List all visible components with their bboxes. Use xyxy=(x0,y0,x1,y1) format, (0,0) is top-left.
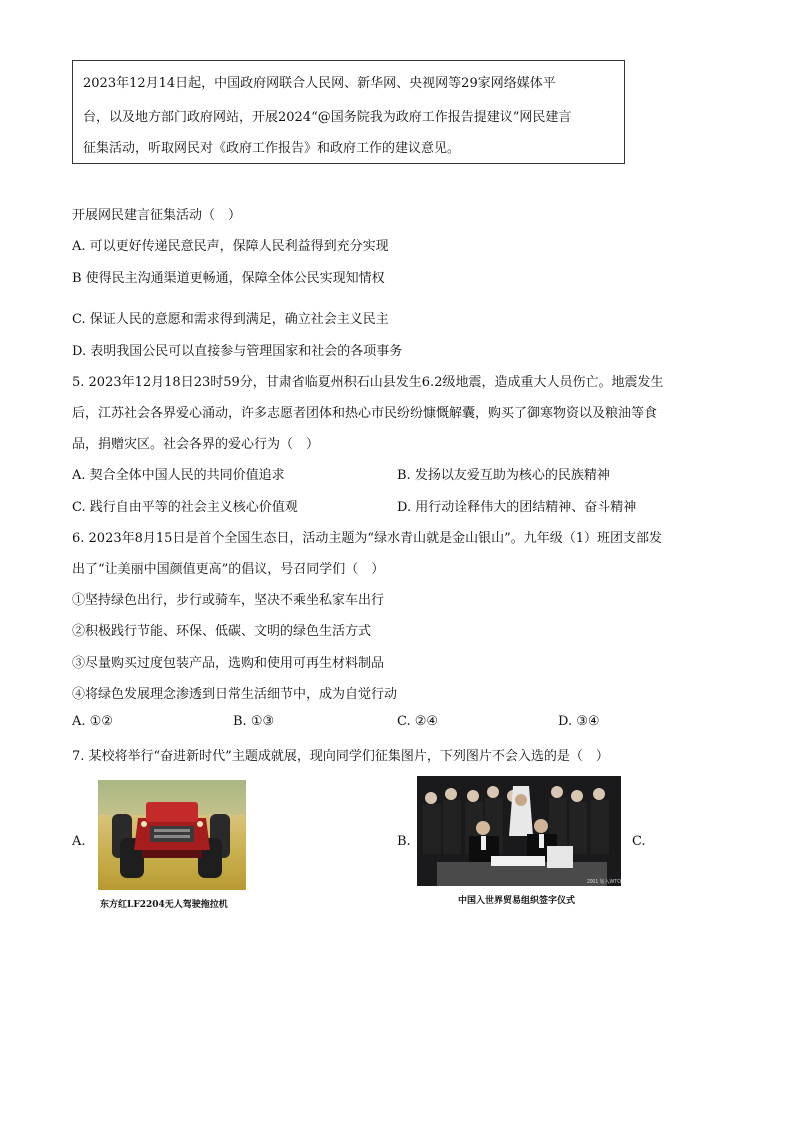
q4-option-b: B 使得民主沟通渠道更畅通，保障全体公民实现知情权 xyxy=(72,271,385,286)
q5-stem-line-1: 5. 2023年12月18日23时59分，甘肃省临夏州积石山县发生6.2级地震，造成重大人员伤亡。地震发生 xyxy=(72,375,664,390)
q5-stem-line-2: 后，江苏社会各界爱心涌动，许多志愿者团体和热心市民纷纷慷慨解囊，购买了御寒物资以及粮油等食 xyxy=(72,406,658,421)
q5-option-c: C. 践行自由平等的社会主义核心价值观 xyxy=(72,500,298,515)
q6-option-c: C. ②④ xyxy=(397,714,439,729)
q4-option-c: C. 保证人民的意愿和需求得到满足，确立社会主义民主 xyxy=(72,312,389,327)
q7-label-c: C. xyxy=(632,834,646,849)
q6-item-2: ②积极践行节能、环保、低碳、文明的绿色生活方式 xyxy=(72,624,372,639)
q6-option-d: D. ③④ xyxy=(558,714,600,729)
q4-option-d: D. 表明我国公民可以直接参与管理国家和社会的各项事务 xyxy=(72,344,403,359)
q7-label-b: B. xyxy=(397,834,411,849)
q6-stem-line-2: 出了“让美丽中国颜值更高”的倡议，号召同学们（ ） xyxy=(72,562,385,577)
material-box xyxy=(72,60,625,164)
q6-item-1: ①坚持绿色出行，步行或骑车，坚决不乘坐私家车出行 xyxy=(72,593,385,608)
q4-stem: 开展网民建言征集活动（ ） xyxy=(72,208,242,223)
q6-item-3: ③尽量购买过度包装产品，选购和使用可再生材料制品 xyxy=(72,656,385,671)
material-line-2: 台，以及地方部门政府网站，开展2024“@国务院我为政府工作报告提建议”网民建言 xyxy=(83,110,572,125)
material-line-3: 征集活动，听取网民对《政府工作报告》和政府工作的建议意见。 xyxy=(83,141,461,156)
q4-option-a: A. 可以更好传递民意民声，保障人民利益得到充分实现 xyxy=(72,239,389,254)
tractor-illustration xyxy=(98,780,246,890)
q6-option-b: B. ①③ xyxy=(233,714,275,729)
wto-signing-photo xyxy=(417,776,621,886)
q6-stem-line-1: 6. 2023年8月15日是首个全国生态日，活动主题为“绿水青山就是金山银山”。九年级（1）班团支部发 xyxy=(72,531,662,546)
wto-caption: 中国入世界贸易组织签字仪式 xyxy=(458,896,576,906)
q5-option-d: D. 用行动诠释伟大的团结精神、奋斗精神 xyxy=(397,500,637,515)
q7-stem: 7. 某校将举行“奋进新时代”主题成就展，现向同学们征集图片，下列图片不会入选的是（ ） xyxy=(72,749,609,764)
tractor-photo xyxy=(98,780,246,890)
q5-option-a: A. 契合全体中国人民的共同价值追求 xyxy=(72,468,285,483)
q5-option-b: B. 发扬以友爱互助为核心的民族精神 xyxy=(397,468,610,483)
q7-label-a: A. xyxy=(72,834,86,849)
wto-signing-illustration xyxy=(417,776,621,886)
q6-option-a: A. ①② xyxy=(72,714,113,729)
material-line-1: 2023年12月14日起，中国政府网联合人民网、新华网、央视网等29家网络媒体平 xyxy=(83,76,556,91)
q6-item-4: ④将绿色发展理念渗透到日常生活细节中，成为自觉行动 xyxy=(72,687,398,702)
wto-photo-stamp: 2001 加入WTO xyxy=(587,879,621,885)
tractor-caption: 东方红LF2204无人驾驶拖拉机 xyxy=(100,900,228,910)
q5-stem-line-3: 品，捐赠灾区。社会各界的爱心行为（ ） xyxy=(72,437,320,452)
